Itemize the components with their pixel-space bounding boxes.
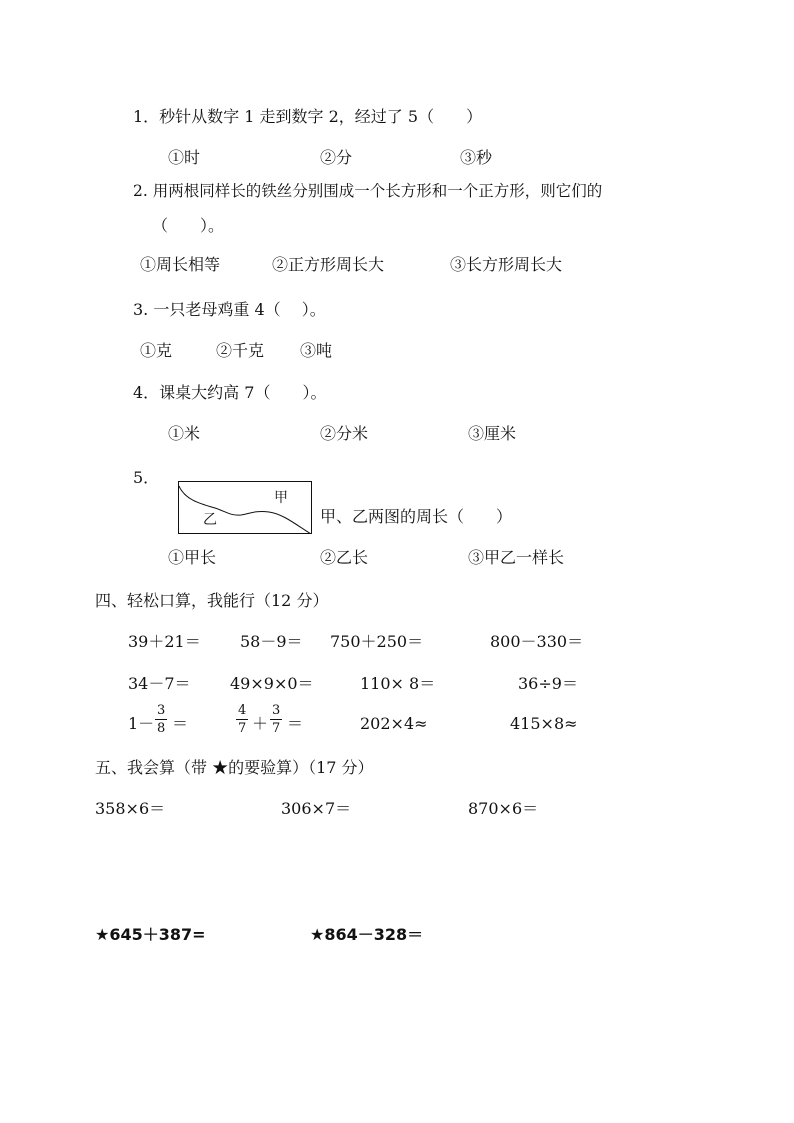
question-2-option-1: ①周长相等 bbox=[140, 255, 221, 274]
question-5-number: 5． bbox=[133, 468, 160, 487]
perimeter-figure bbox=[178, 481, 312, 534]
question-5-option-1: ①甲长 bbox=[168, 548, 217, 567]
figure-label-jia: 甲 bbox=[274, 490, 288, 506]
question-4-stem: 4．课桌大约高 7（ ）。 bbox=[133, 383, 327, 402]
question-4-option-3: ③厘米 bbox=[468, 424, 517, 443]
figure-label-yi: 乙 bbox=[203, 512, 217, 528]
fraction-numerator: 3 bbox=[272, 703, 281, 718]
question-3-option-3: ③吨 bbox=[300, 341, 333, 360]
section-4-title: 四、轻松口算，我能行（12 分） bbox=[95, 591, 329, 610]
oral-calc-11: 202×4≈ bbox=[360, 714, 428, 733]
oral-calc-6: 49×9×0＝ bbox=[230, 674, 314, 693]
oral-calc-4: 800－330＝ bbox=[490, 632, 584, 651]
written-calc-1: 358×6＝ bbox=[95, 799, 166, 818]
fraction-bar bbox=[236, 719, 248, 720]
section-5-title: 五、我会算（带 ★的要验算）（17 分） bbox=[95, 758, 374, 777]
question-2-stem-line-2: （ ）。 bbox=[152, 216, 225, 235]
verify-calc-2: ★864－328＝ bbox=[310, 925, 424, 944]
question-1-option-2: ②分 bbox=[320, 148, 353, 167]
question-1-option-3: ③秒 bbox=[460, 148, 493, 167]
oral-calc-9-prefix: 1－ bbox=[128, 714, 155, 733]
question-1-option-1: ①时 bbox=[168, 148, 201, 167]
fraction-bar bbox=[155, 719, 167, 720]
question-3-option-2: ②千克 bbox=[216, 341, 265, 360]
oral-calc-3: 750＋250＝ bbox=[330, 632, 424, 651]
written-calc-2: 306×7＝ bbox=[281, 799, 352, 818]
fraction-numerator: 3 bbox=[157, 703, 166, 718]
question-3-stem: 3. 一只老母鸡重 4（ ）。 bbox=[133, 300, 326, 319]
fraction-denominator: 7 bbox=[238, 721, 247, 736]
question-5-stem: 甲、乙两图的周长（ ） bbox=[320, 507, 513, 526]
question-1-stem: 1．秒针从数字 1 走到数字 2，经过了 5（ ） bbox=[133, 107, 483, 126]
oral-calc-12: 415×8≈ bbox=[510, 714, 578, 733]
oral-calc-8: 36÷9＝ bbox=[518, 674, 578, 693]
question-4-option-1: ①米 bbox=[168, 424, 201, 443]
fraction-three-eighths bbox=[155, 704, 167, 735]
oral-calc-7: 110× 8＝ bbox=[360, 674, 436, 693]
question-2-option-2: ②正方形周长大 bbox=[272, 255, 385, 274]
oral-calc-1: 39＋21＝ bbox=[128, 632, 201, 651]
oral-calc-10-plus: ＋ bbox=[252, 714, 269, 733]
fraction-numerator: 4 bbox=[238, 703, 247, 718]
question-2-stem-line-1: 2. 用两根同样长的铁丝分别围成一个长方形和一个正方形，则它们的 bbox=[133, 182, 603, 200]
question-5-option-3: ③甲乙一样长 bbox=[468, 548, 565, 567]
fraction-three-sevenths bbox=[270, 704, 282, 735]
verify-calc-1: ★645＋387= bbox=[95, 925, 206, 944]
fraction-four-sevenths bbox=[236, 704, 248, 735]
oral-calc-10-equals: ＝ bbox=[287, 714, 304, 733]
question-5-option-2: ②乙长 bbox=[320, 548, 369, 567]
oral-calc-2: 58－9＝ bbox=[240, 632, 303, 651]
fraction-denominator: 8 bbox=[157, 721, 166, 736]
written-calc-3: 870×6＝ bbox=[468, 799, 539, 818]
fraction-denominator: 7 bbox=[272, 721, 281, 736]
dividing-curve bbox=[179, 482, 311, 533]
oral-calc-9-equals: ＝ bbox=[172, 714, 189, 733]
question-3-option-1: ①克 bbox=[140, 341, 173, 360]
fraction-bar bbox=[270, 719, 282, 720]
question-4-option-2: ②分米 bbox=[320, 424, 369, 443]
question-2-option-3: ③长方形周长大 bbox=[450, 255, 563, 274]
oral-calc-5: 34－7＝ bbox=[128, 674, 191, 693]
